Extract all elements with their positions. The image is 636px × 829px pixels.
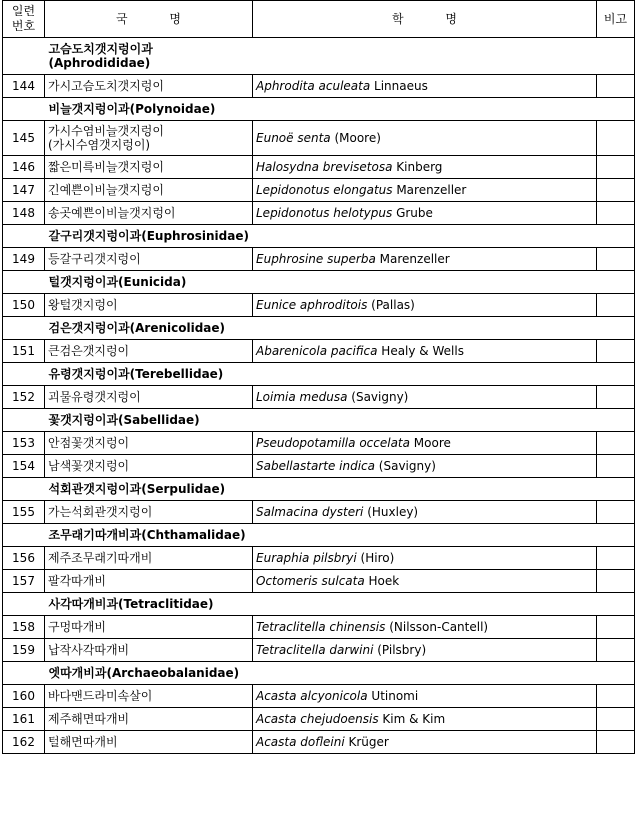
- table-row: [3, 708, 635, 731]
- korean-name-text: 안점꽃갯지렁이: [48, 436, 130, 450]
- scientific-name: [253, 616, 597, 639]
- korean-name-text: 제주해면따개비: [48, 712, 130, 726]
- korean-name-text: 큰검은갯지렁이: [48, 344, 130, 358]
- serial-number: 158: [3, 616, 45, 639]
- family-name: [45, 409, 597, 432]
- scientific-name: [253, 294, 597, 317]
- table-row: [3, 294, 635, 317]
- scientific-name: [253, 547, 597, 570]
- korean-name-text: 팔각따개비: [48, 574, 106, 588]
- serial-number: 156: [3, 547, 45, 570]
- korean-name-text: 바다맨드라미속살이: [48, 689, 153, 703]
- header-scientific-name: 학 명: [253, 1, 597, 38]
- genus-species: Acasta dofleini: [256, 735, 345, 749]
- korean-name: [45, 501, 253, 524]
- family-name-text: 사각따개비과(Tetraclitidae): [48, 597, 214, 611]
- family-name-text: 비늘갯지렁이과(Polynoidae): [48, 102, 216, 116]
- family-row-end: [597, 98, 635, 121]
- genus-species: Eunoë senta: [256, 131, 331, 145]
- serial-number: 152: [3, 386, 45, 409]
- korean-name: [45, 570, 253, 593]
- family-row-end: [597, 317, 635, 340]
- table-row: [3, 501, 635, 524]
- family-row-blank: [3, 225, 45, 248]
- family-name: [45, 524, 597, 547]
- header-serial-line2: 번호: [11, 19, 36, 33]
- family-name: [45, 593, 597, 616]
- family-name: [45, 271, 597, 294]
- family-name: [45, 662, 597, 685]
- family-row-blank: [3, 271, 45, 294]
- korean-name-text: 구멍따개비: [48, 620, 106, 634]
- korean-name-text: 송곳예쁜이비늘갯지렁이: [48, 206, 176, 220]
- genus-species: Pseudopotamilla occelata: [256, 436, 410, 450]
- table-row: [3, 340, 635, 363]
- serial-number: 161: [3, 708, 45, 731]
- korean-name: [45, 121, 253, 156]
- family-name-text: 석회관갯지렁이과(Serpulidae): [48, 482, 226, 496]
- author: (Huxley): [363, 505, 419, 519]
- author: (Pallas): [367, 298, 415, 312]
- korean-name-text: 납작사각따개비: [48, 643, 130, 657]
- scientific-name: [253, 156, 597, 179]
- family-row-end: [597, 662, 635, 685]
- species-table: [2, 0, 635, 754]
- remarks-cell: [597, 202, 635, 225]
- korean-name: [45, 75, 253, 98]
- serial-number: 147: [3, 179, 45, 202]
- serial-number: 149: [3, 248, 45, 271]
- genus-species: Salmacina dysteri: [256, 505, 364, 519]
- remarks-cell: [597, 75, 635, 98]
- remarks-cell: [597, 501, 635, 524]
- family-row: [3, 38, 635, 75]
- header-korean-name: 국 명: [45, 1, 253, 38]
- author: Utinomi: [367, 689, 419, 703]
- author: Marenzeller: [375, 252, 450, 266]
- korean-name: [45, 432, 253, 455]
- family-row: [3, 524, 635, 547]
- korean-name: [45, 179, 253, 202]
- genus-species: Tetraclitella chinensis: [256, 620, 386, 634]
- family-name: [45, 317, 597, 340]
- family-row-blank: [3, 38, 45, 75]
- scientific-name: [253, 248, 597, 271]
- table-row: [3, 616, 635, 639]
- remarks-cell: [597, 685, 635, 708]
- family-row-end: [597, 271, 635, 294]
- family-row: [3, 98, 635, 121]
- family-row-end: [597, 593, 635, 616]
- scientific-name: [253, 75, 597, 98]
- korean-name: [45, 156, 253, 179]
- table-row: [3, 639, 635, 662]
- family-row: [3, 317, 635, 340]
- table-body: [3, 38, 635, 754]
- table-row: [3, 248, 635, 271]
- family-name: [45, 98, 597, 121]
- serial-number: 150: [3, 294, 45, 317]
- family-row: [3, 409, 635, 432]
- korean-name: [45, 616, 253, 639]
- serial-number: 148: [3, 202, 45, 225]
- remarks-cell: [597, 570, 635, 593]
- family-name-text: 갈구리갯지렁이과(Euphrosinidae): [48, 229, 249, 243]
- genus-species: Lepidonotus elongatus: [256, 183, 393, 197]
- table-row: [3, 455, 635, 478]
- serial-number: 151: [3, 340, 45, 363]
- genus-species: Loimia medusa: [256, 390, 348, 404]
- remarks-cell: [597, 455, 635, 478]
- genus-species: Euphrosine superba: [256, 252, 376, 266]
- author: (Moore): [330, 131, 381, 145]
- scientific-name: [253, 708, 597, 731]
- author: (Savigny): [347, 390, 409, 404]
- scientific-name: [253, 432, 597, 455]
- korean-name-text: 긴예쁜이비늘갯지렁이: [48, 183, 164, 197]
- korean-name-text: 제주조무래기따개비: [48, 551, 153, 565]
- family-row-blank: [3, 524, 45, 547]
- remarks-cell: [597, 340, 635, 363]
- serial-number: 154: [3, 455, 45, 478]
- family-row-blank: [3, 317, 45, 340]
- table-row: [3, 386, 635, 409]
- serial-number: 155: [3, 501, 45, 524]
- remarks-cell: [597, 248, 635, 271]
- genus-species: Euraphia pilsbryi: [256, 551, 357, 565]
- korean-name-text: 가시수염비늘갯지렁이: [48, 124, 164, 138]
- family-row-blank: [3, 593, 45, 616]
- family-row: [3, 225, 635, 248]
- family-row-end: [597, 409, 635, 432]
- header-row: [3, 1, 635, 38]
- family-row-end: [597, 363, 635, 386]
- remarks-cell: [597, 708, 635, 731]
- family-name-text: 조무래기따개비과(Chthamalidae): [48, 528, 246, 542]
- serial-number: 153: [3, 432, 45, 455]
- family-name-text: 유령갯지렁이과(Terebellidae): [48, 367, 224, 381]
- family-latin-text: (Aphrodididae): [48, 56, 151, 70]
- author: (Nilsson-Cantell): [385, 620, 489, 634]
- korean-name-text: 털해면따개비: [48, 735, 118, 749]
- korean-name: [45, 294, 253, 317]
- korean-name: [45, 639, 253, 662]
- scientific-name: [253, 639, 597, 662]
- scientific-name: [253, 386, 597, 409]
- header-serial-number: [3, 1, 45, 38]
- korean-alt-name: (가시수염갯지렁이): [48, 138, 151, 152]
- family-name: [45, 225, 597, 248]
- table-row: [3, 432, 635, 455]
- korean-name-text: 가는석회관갯지렁이: [48, 505, 153, 519]
- korean-name: [45, 202, 253, 225]
- family-row-blank: [3, 662, 45, 685]
- author: Kim & Kim: [378, 712, 446, 726]
- scientific-name: [253, 685, 597, 708]
- family-row-end: [597, 38, 635, 75]
- korean-name: [45, 547, 253, 570]
- author: Healy & Wells: [377, 344, 464, 358]
- table-row: [3, 547, 635, 570]
- korean-name: [45, 340, 253, 363]
- header-remarks: 비고: [597, 1, 635, 38]
- genus-species: Acasta chejudoensis: [256, 712, 379, 726]
- author: Linnaeus: [370, 79, 428, 93]
- author: (Savigny): [374, 459, 436, 473]
- remarks-cell: [597, 386, 635, 409]
- scientific-name: [253, 121, 597, 156]
- family-row-end: [597, 524, 635, 547]
- scientific-name: [253, 179, 597, 202]
- scientific-name: [253, 570, 597, 593]
- family-name-text: 꽃갯지렁이과(Sabellidae): [48, 413, 200, 427]
- table-row: [3, 121, 635, 156]
- remarks-cell: [597, 121, 635, 156]
- family-name-text: 고슴도치갯지렁이과: [48, 42, 153, 56]
- korean-name-text: 남색꽃갯지렁이: [48, 459, 130, 473]
- family-row-blank: [3, 98, 45, 121]
- author: Hoek: [364, 574, 400, 588]
- author: Kinberg: [392, 160, 443, 174]
- author: (Hiro): [356, 551, 395, 565]
- remarks-cell: [597, 179, 635, 202]
- genus-species: Eunice aphroditois: [256, 298, 368, 312]
- serial-number: 157: [3, 570, 45, 593]
- serial-number: 146: [3, 156, 45, 179]
- serial-number: 145: [3, 121, 45, 156]
- genus-species: Tetraclitella darwini: [256, 643, 374, 657]
- genus-species: Acasta alcyonicola: [256, 689, 368, 703]
- remarks-cell: [597, 547, 635, 570]
- author: Marenzeller: [392, 183, 467, 197]
- scientific-name: [253, 455, 597, 478]
- family-row: [3, 478, 635, 501]
- remarks-cell: [597, 616, 635, 639]
- family-row: [3, 593, 635, 616]
- author: Grube: [392, 206, 433, 220]
- family-row-blank: [3, 409, 45, 432]
- korean-name: [45, 455, 253, 478]
- serial-number: 160: [3, 685, 45, 708]
- remarks-cell: [597, 156, 635, 179]
- family-row: [3, 271, 635, 294]
- author: Moore: [409, 436, 451, 450]
- genus-species: Halosydna brevisetosa: [256, 160, 393, 174]
- family-row-end: [597, 478, 635, 501]
- korean-name-text: 괴물유령갯지렁이: [48, 390, 141, 404]
- remarks-cell: [597, 639, 635, 662]
- korean-name-text: 왕털갯지렁이: [48, 298, 118, 312]
- serial-number: 159: [3, 639, 45, 662]
- korean-name: [45, 685, 253, 708]
- korean-name-text: 가시고슴도치갯지렁이: [48, 79, 164, 93]
- header-serial-line1: 일련: [11, 4, 36, 18]
- family-row: [3, 662, 635, 685]
- family-name: [45, 478, 597, 501]
- genus-species: Aphrodita aculeata: [256, 79, 371, 93]
- family-row-blank: [3, 478, 45, 501]
- genus-species: Sabellastarte indica: [256, 459, 375, 473]
- table-row: [3, 570, 635, 593]
- korean-name-text: 짧은미륵비늘갯지렁이: [48, 160, 164, 174]
- korean-name: [45, 386, 253, 409]
- author: (Pilsbry): [373, 643, 427, 657]
- serial-number: 162: [3, 731, 45, 754]
- table-row: [3, 156, 635, 179]
- korean-name: [45, 708, 253, 731]
- family-name: [45, 363, 597, 386]
- serial-number: 144: [3, 75, 45, 98]
- family-row-blank: [3, 363, 45, 386]
- family-name-text: 검은갯지렁이과(Arenicolidae): [48, 321, 226, 335]
- table-row: [3, 202, 635, 225]
- family-row-end: [597, 225, 635, 248]
- genus-species: Octomeris sulcata: [256, 574, 365, 588]
- family-name: [45, 38, 597, 75]
- korean-name: [45, 731, 253, 754]
- genus-species: Abarenicola pacifica: [256, 344, 378, 358]
- korean-name: [45, 248, 253, 271]
- table-row: [3, 731, 635, 754]
- table-row: [3, 685, 635, 708]
- family-name-text: 엣따개비과(Archaeobalanidae): [48, 666, 240, 680]
- genus-species: Lepidonotus helotypus: [256, 206, 393, 220]
- scientific-name: [253, 501, 597, 524]
- remarks-cell: [597, 294, 635, 317]
- author: Krüger: [344, 735, 389, 749]
- scientific-name: [253, 731, 597, 754]
- korean-name-text: 등갈구리갯지렁이: [48, 252, 141, 266]
- scientific-name: [253, 340, 597, 363]
- table-row: [3, 75, 635, 98]
- remarks-cell: [597, 432, 635, 455]
- scientific-name: [253, 202, 597, 225]
- family-row: [3, 363, 635, 386]
- family-name-text: 털갯지렁이과(Eunicida): [48, 275, 187, 289]
- table-row: [3, 179, 635, 202]
- remarks-cell: [597, 731, 635, 754]
